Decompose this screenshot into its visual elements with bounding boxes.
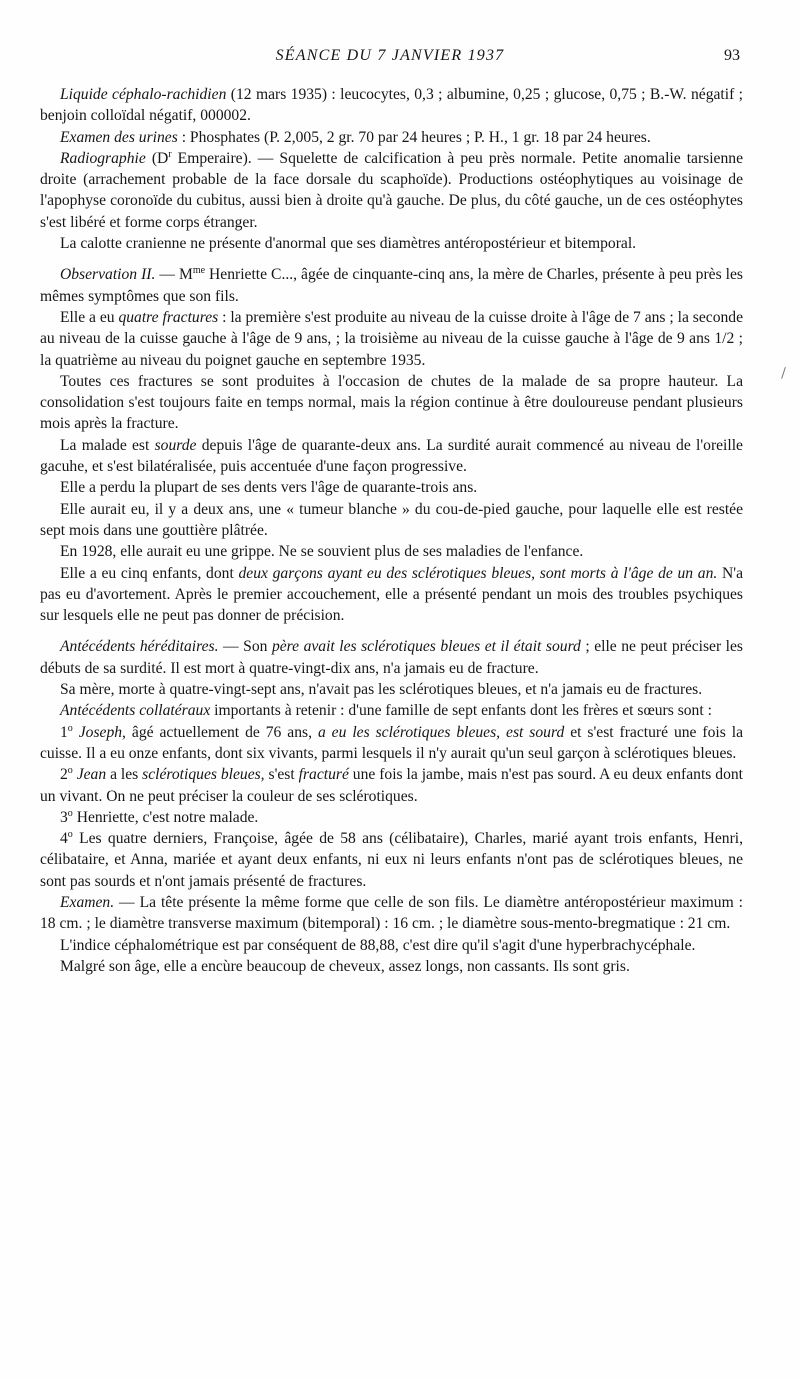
margin-pencil-mark (781, 367, 787, 379)
running-title: SÉANCE DU 7 JANVIER 1937 (275, 47, 505, 64)
paragraph-examination: Examen. — La tête présente la même forme que celle de son fils. Le diamètre antéropostérieur maximum : 18 cm. ; le diamètre transverse maximum (bitemporal) : 16 cm. ; le diamètre sous-mento-bregmatique : 21 cm. (40, 893, 743, 933)
paragraph-radiography: Radiographie ($D^r$ Emperaire). — Squelette de calcification à peu près normale. Petite anomalie tarsienne droite (arrachement probable de la face dorsale du scaphoïde). Productions ostéophytiques au voisinage de l'apophyse coronoïde du cubitus, aussi bien à droite qu'à gauche. De plus, du côté gauche, un de ces ostéophytes s'est libéré et forme corps étranger. (40, 148, 743, 231)
paragraph-cephalic-index: L'indice céphalométrique est par conséquent de 88,88, c'est dire qu'il s'agit d'une hyperbrachycéphale. (60, 936, 696, 954)
paragraph-deafness: La malade est sourde depuis l'âge de quarante-deux ans. La surdité aurait commencé au niveau de l'oreille gacuhe, et s'est bilatéralisée, puis accentuée d'une façon progressive. (40, 436, 743, 476)
paragraph-csf: Liquide céphalo-rachidien (12 mars 1935) : leucocytes, 0,3 ; albumine, 0,25 ; glucose, 0,75 ; B.-W. négatif ; benjoin colloïdal négatif, 000002. (40, 86, 743, 125)
paragraph-hair: Malgré son âge, elle a encùre beaucoup de cheveux, assez longs, non cassants. Ils sont gris. (60, 957, 630, 975)
list-item-sibling-2: 2$^o$ Jean a les sclérotiques bleues, s'est fracturé une fois la jambe, mais n'est pas sourd. A eu deux enfants dont un vivant. On ne peut préciser la couleur de ses sclérotiques. (40, 765, 743, 805)
paragraph-fractures: Elle a eu quatre fractures : la première s'est produite au niveau de la cuisse droite à l'âge de 7 ans ; la seconde au niveau de la cuisse gauche à l'âge de 9 ans, ; la troisième au niveau de la cuisse gauche à l'âge de 9 ans 1/2 ; la quatrième au niveau du poignet gauche en septembre 1935. (40, 308, 744, 369)
paragraph-fracture-circumstances: Toutes ces fractures se sont produites à l'occasion de chutes de la malade de sa propre hauteur. La consolidation s'est toujours faite en temps normal, mais la région continue à être douloureuse pendant plusieurs mois après la fracture. (40, 372, 743, 433)
list-item-sibling-4: 4$^o$ Les quatre derniers, Françoise, âgée de 58 ans (célibataire), Charles, marié ayant trois enfants, Henri, célibataire, et Anna, mariée et ayant deux enfants, ni eux ni leurs enfants n'ont pas de sclérotiques bleues, ne sont pas sourds et n'ont jamais présenté de fractures. (40, 828, 743, 890)
paragraph-mother: Sa mère, morte à quatre-vingt-sept ans, n'avait pas les sclérotiques bleues, et n'a jamais eu de fractures. (60, 681, 703, 699)
paragraph-hereditary-history: Antécédents héréditaires. — Son père avait les sclérotiques bleues et il était sourd ; elle ne peut préciser les débuts de sa surdité. Il est mort à quatre-vingt-dix ans, n'a jamais eu de fracture. (40, 638, 743, 677)
paragraph-children: Elle a eu cinq enfants, dont deux garçons ayant eu des sclérotiques bleues, sont morts à l'âge de un an. N'a pas eu d'avortement. Après le premier accouchement, elle a présenté pendant un mois des troubles psychiques sur lesquels elle ne peut pas donner de précision. (40, 564, 743, 625)
running-head (40, 47, 740, 71)
paragraph-skull: La calotte cranienne ne présente d'anormal que ses diamètres antéropostérieur et bitemporal. (60, 235, 637, 253)
paragraph-grippe: En 1928, elle aurait eu une grippe. Ne se souvient plus de ses maladies de l'enfance. (60, 543, 584, 561)
paragraph-observation-2: Observation II. — $M^{me}$ Henriette C..., âgée de cinquante-cinq ans, la mère de Charles, présente à peu près les mêmes symptômes que son fils. (40, 265, 743, 305)
body-text (40, 84, 743, 977)
page-number: 93 (724, 47, 740, 64)
paragraph-teeth: Elle a perdu la plupart de ses dents vers l'âge de quarante-trois ans. (60, 479, 478, 497)
paragraph-tumeur-blanche: Elle aurait eu, il y a deux ans, une « tumeur blanche » du cou-de-pied gauche, pour laquelle elle est restée sept mois dans une gouttière plâtrée. (40, 500, 743, 539)
list-item-sibling-3: 3$^o$ Henriette, c'est notre malade. (60, 807, 259, 826)
paragraph-collateral-history: Antécédents collatéraux importants à retenir : d'une famille de sept enfants dont les frères et sœurs sont : (60, 702, 712, 720)
paragraph-urine-exam: Examen des urines : Phosphates (P. 2,005, 2 gr. 70 par 24 heures ; P. H., 1 gr. 18 par 24 heures. (60, 128, 651, 146)
list-item-sibling-1: 1$^o$ Joseph, âgé actuellement de 76 ans, a eu les sclérotiques bleues, est sourd et s'est fracturé une fois la cuisse. Il a eu onze enfants, dont six vivants, parmi lesquels il n'y aurait qu'un seul garçon à sclérotiques bleues. (40, 722, 744, 762)
